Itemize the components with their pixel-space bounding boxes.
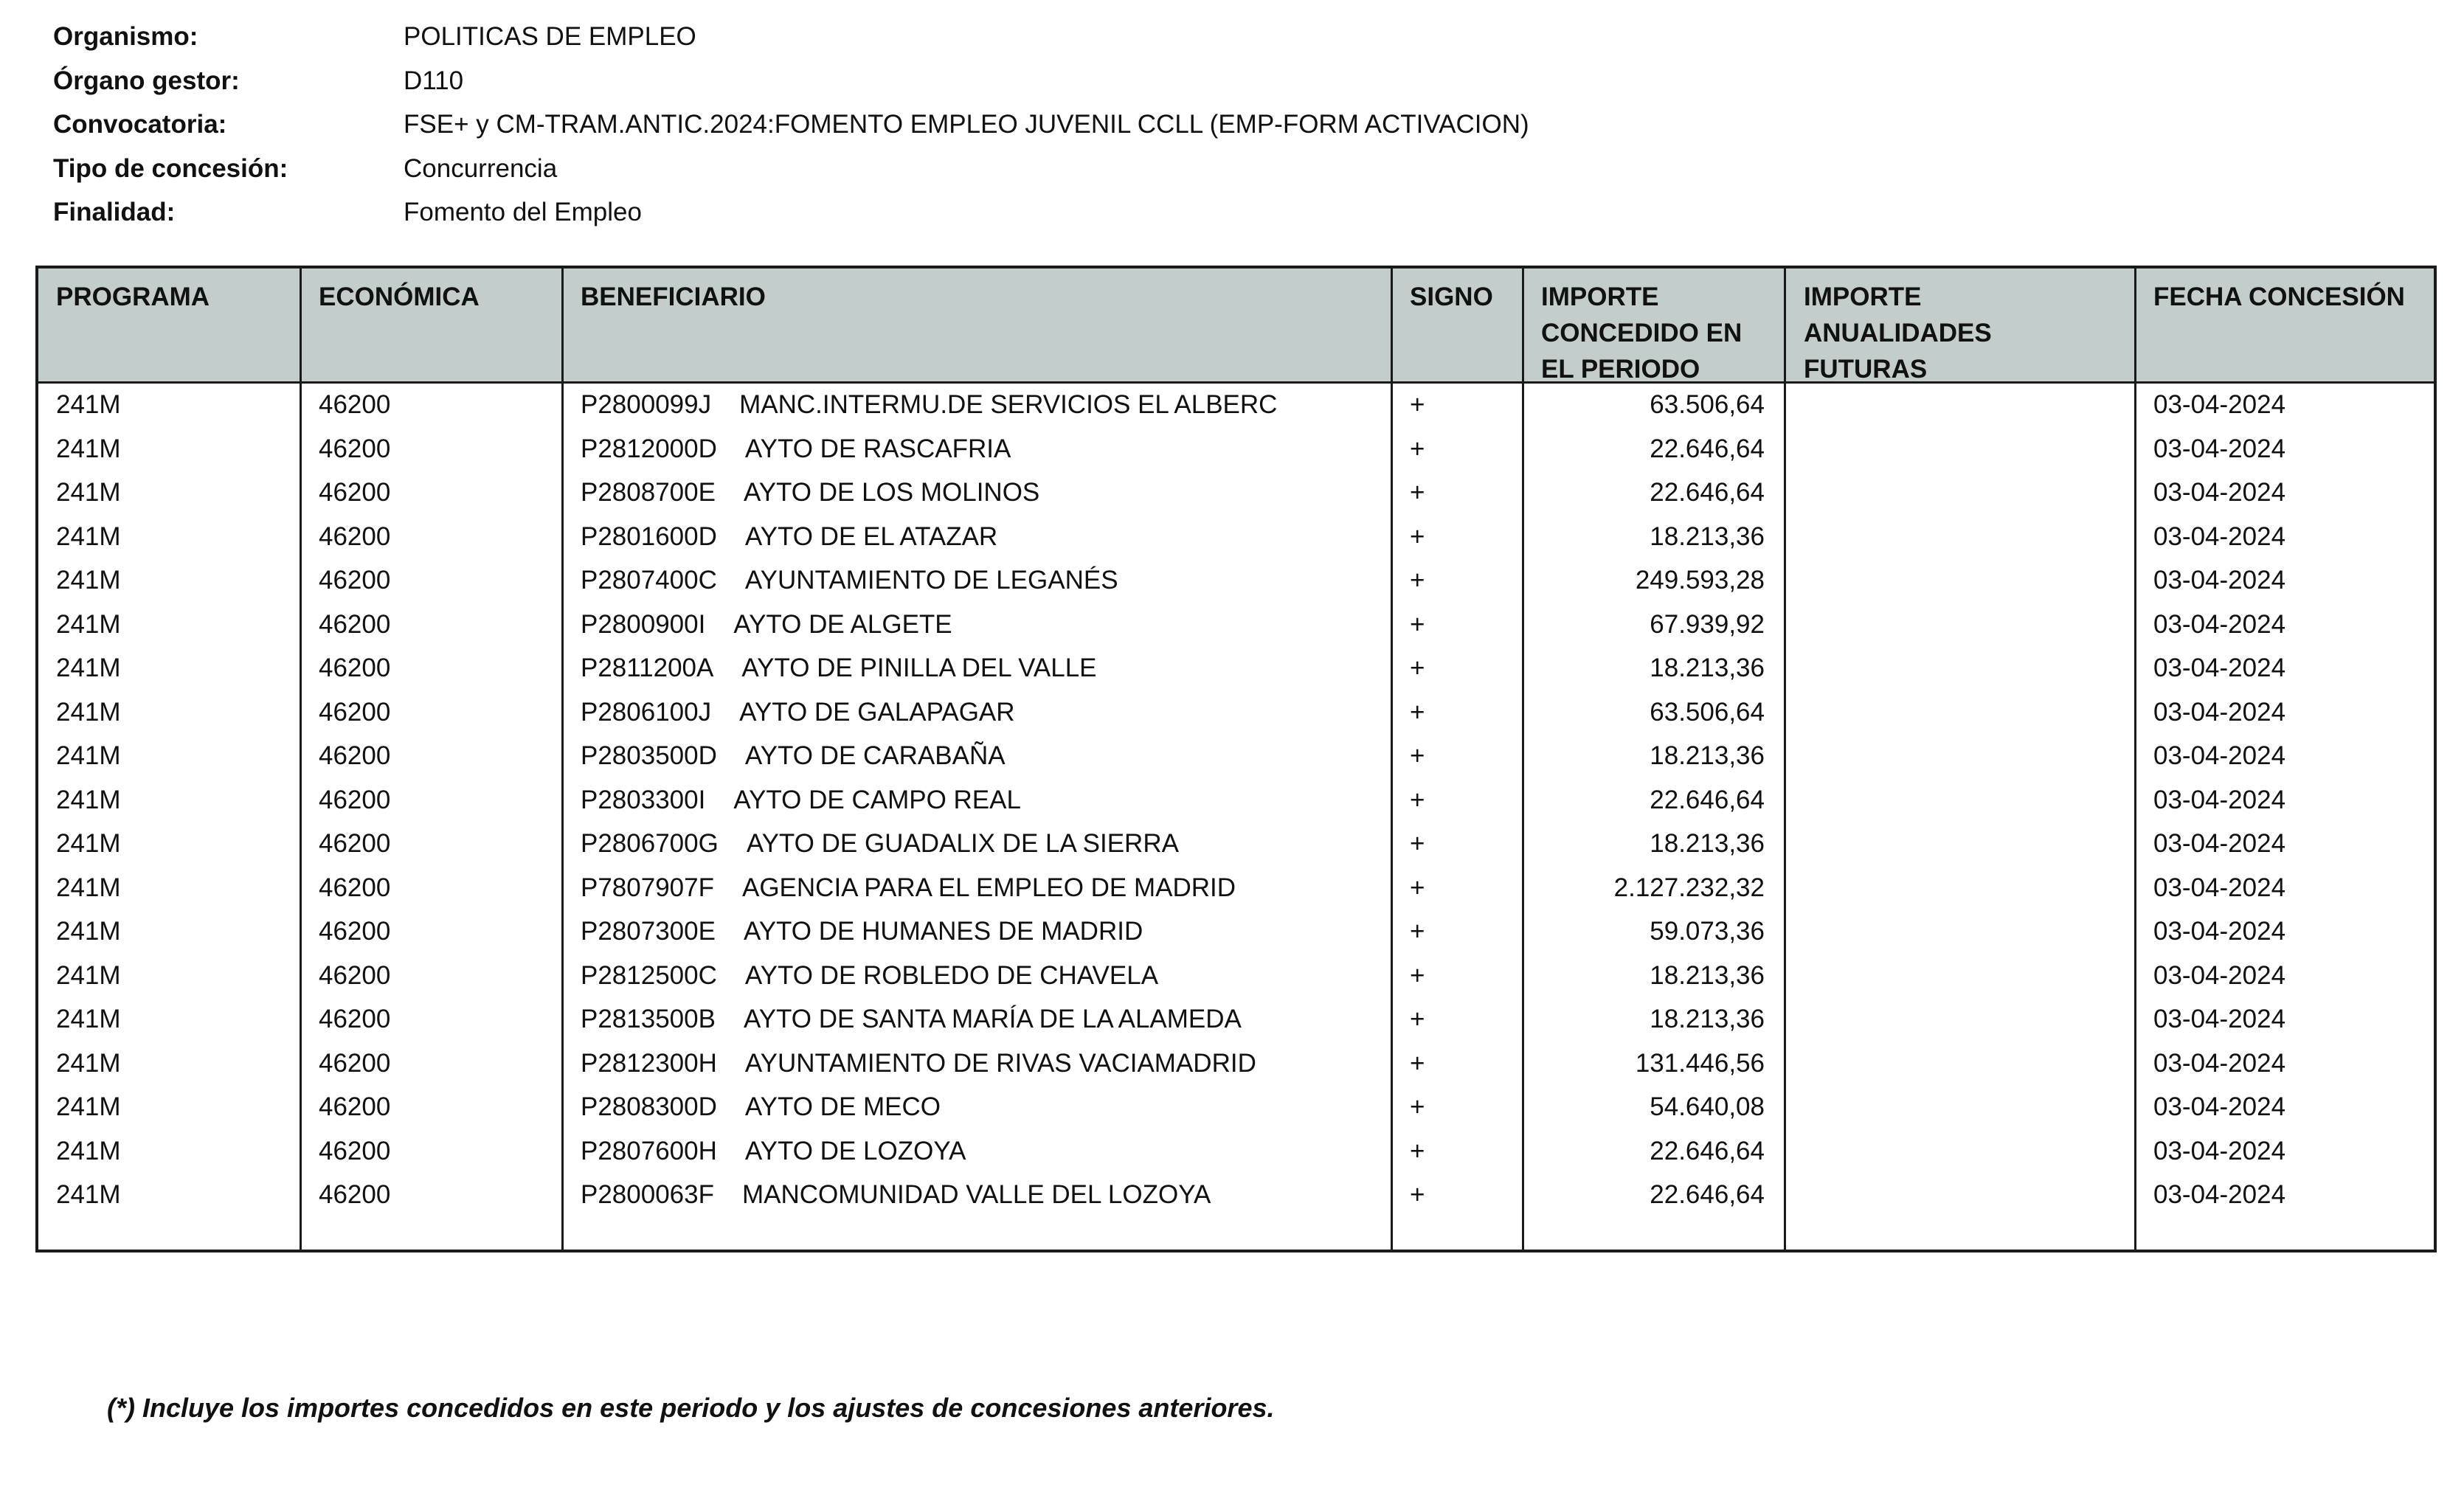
table-row: [38, 736, 2434, 780]
programa-cell: 241M: [56, 741, 121, 770]
table-row: [38, 385, 2434, 429]
table-row: [38, 1175, 2434, 1219]
importe-cell: 22.646,64: [1650, 1136, 1765, 1165]
economica-cell: 46200: [319, 478, 391, 507]
beneficiario-nif: P2801600D: [581, 522, 717, 551]
table-row: [38, 912, 2434, 956]
fecha-cell: 03-04-2024: [2153, 829, 2286, 858]
beneficiario-cell: [581, 824, 1179, 864]
signo-cell: +: [1410, 785, 1425, 814]
programa-cell: 241M: [56, 697, 121, 727]
signo-cell: +: [1410, 829, 1425, 858]
beneficiario-cell: [581, 868, 1236, 908]
beneficiario-nif: P2800063F: [581, 1180, 714, 1209]
header-economica: ECONÓMICA: [319, 283, 480, 311]
beneficiario-nif: P2803500D: [581, 741, 717, 770]
beneficiario-cell: [581, 1087, 941, 1127]
beneficiario-nombre: AYUNTAMIENTO DE RIVAS VACIAMADRID: [744, 1048, 1256, 1078]
header-line: IMPORTE: [1804, 283, 1922, 311]
beneficiario-cell: [581, 385, 1277, 425]
beneficiario-nif: P2808700E: [581, 478, 716, 507]
signo-cell: +: [1410, 478, 1425, 507]
programa-cell: 241M: [56, 1136, 121, 1165]
importe-cell: 18.213,36: [1650, 654, 1765, 682]
header-importe-futuras: [1804, 279, 1992, 387]
fecha-cell: 03-04-2024: [2153, 741, 2286, 770]
programa-cell: 241M: [56, 1092, 121, 1121]
economica-cell: 46200: [319, 522, 391, 551]
header-line: IMPORTE: [1541, 283, 1659, 311]
beneficiario-cell: [581, 517, 997, 557]
programa-cell: 241M: [56, 917, 121, 946]
beneficiario-nif: P2800099J: [581, 390, 712, 419]
signo-cell: +: [1410, 960, 1425, 990]
beneficiario-nombre: AYUNTAMIENTO DE LEGANÉS: [744, 566, 1118, 595]
meta-value: FSE+ y CM-TRAM.ANTIC.2024:FOMENTO EMPLEO JUVENIL CCLL (EMP-FORM ACTIVACION): [404, 110, 1529, 139]
beneficiario-nombre: AYTO DE ROBLEDO DE CHAVELA: [744, 960, 1159, 990]
meta-label: Convocatoria:: [53, 110, 227, 139]
header-line: ANUALIDADES: [1804, 319, 1992, 347]
programa-cell: 241M: [56, 566, 121, 595]
beneficiario-nif: P2813500B: [581, 1005, 716, 1033]
grants-table: [35, 266, 2437, 1252]
header-signo: SIGNO: [1410, 283, 1493, 311]
fecha-cell: 03-04-2024: [2153, 654, 2286, 682]
beneficiario-nif: P7807907F: [581, 873, 714, 902]
beneficiario-nombre: AYTO DE PINILLA DEL VALLE: [741, 654, 1097, 682]
economica-cell: 46200: [319, 917, 391, 946]
beneficiario-cell: [581, 1132, 966, 1171]
table-row: [38, 693, 2434, 737]
fecha-cell: 03-04-2024: [2153, 1005, 2286, 1033]
beneficiario-nif: P2806100J: [581, 697, 712, 727]
importe-cell: 18.213,36: [1650, 1005, 1765, 1033]
economica-cell: 46200: [319, 1048, 391, 1078]
meta-value: POLITICAS DE EMPLEO: [404, 22, 696, 51]
programa-cell: 241M: [56, 1048, 121, 1078]
meta-row-finalidad: [53, 192, 1529, 236]
economica-cell: 46200: [319, 654, 391, 682]
meta-label: Tipo de concesión:: [53, 153, 288, 183]
table-row: [38, 429, 2434, 474]
beneficiario-cell: [581, 693, 1015, 732]
importe-cell: 63.506,64: [1650, 390, 1765, 419]
signo-cell: +: [1410, 1092, 1425, 1121]
signo-cell: +: [1410, 917, 1425, 946]
beneficiario-nif: P2807300E: [581, 917, 716, 946]
signo-cell: +: [1410, 434, 1425, 463]
importe-cell: 2.127.232,32: [1613, 873, 1765, 902]
fecha-cell: 03-04-2024: [2153, 1048, 2286, 1078]
table-row: [38, 1044, 2434, 1088]
beneficiario-cell: [581, 912, 1143, 952]
table-row: [38, 956, 2434, 1000]
fecha-cell: 03-04-2024: [2153, 1180, 2286, 1209]
importe-cell: 22.646,64: [1650, 1180, 1765, 1209]
beneficiario-cell: [581, 561, 1118, 600]
beneficiario-nif: P2807400C: [581, 566, 717, 595]
beneficiario-nif: P2812300H: [581, 1048, 717, 1078]
beneficiario-nombre: AYTO DE GUADALIX DE LA SIERRA: [746, 829, 1179, 858]
importe-cell: 18.213,36: [1650, 522, 1765, 551]
beneficiario-nif: P2808300D: [581, 1092, 717, 1121]
programa-cell: 241M: [56, 434, 121, 463]
economica-cell: 46200: [319, 873, 391, 902]
programa-cell: 241M: [56, 829, 121, 858]
beneficiario-nif: P2811200A: [581, 654, 714, 682]
fecha-cell: 03-04-2024: [2153, 522, 2286, 551]
economica-cell: 46200: [319, 785, 391, 814]
economica-cell: 46200: [319, 1136, 391, 1165]
economica-cell: 46200: [319, 1180, 391, 1209]
meta-label: Organismo:: [53, 22, 198, 51]
table-row: [38, 517, 2434, 561]
beneficiario-nombre: AYTO DE CAMPO REAL: [733, 785, 1021, 814]
signo-cell: +: [1410, 1136, 1425, 1165]
beneficiario-nombre: AYTO DE SANTA MARÍA DE LA ALAMEDA: [743, 1005, 1242, 1033]
fecha-cell: 03-04-2024: [2153, 1136, 2286, 1165]
importe-cell: 249.593,28: [1635, 566, 1765, 595]
table-row: [38, 1132, 2434, 1176]
economica-cell: 46200: [319, 829, 391, 858]
fecha-cell: 03-04-2024: [2153, 566, 2286, 595]
beneficiario-nombre: AYTO DE RASCAFRIA: [744, 434, 1011, 463]
table-row: [38, 561, 2434, 605]
economica-cell: 46200: [319, 697, 391, 727]
beneficiario-cell: [581, 736, 1006, 776]
importe-cell: 18.213,36: [1650, 741, 1765, 770]
header-line: CONCEDIDO EN: [1541, 319, 1743, 347]
meta-row-organo-gestor: [53, 60, 1529, 105]
beneficiario-cell: [581, 1044, 1256, 1084]
fecha-cell: 03-04-2024: [2153, 609, 2286, 639]
economica-cell: 46200: [319, 434, 391, 463]
fecha-cell: 03-04-2024: [2153, 1092, 2286, 1121]
programa-cell: 241M: [56, 609, 121, 639]
table-row: [38, 473, 2434, 517]
signo-cell: +: [1410, 609, 1425, 639]
table-body: [38, 385, 2434, 1219]
beneficiario-nombre: AYTO DE LOZOYA: [744, 1136, 966, 1165]
economica-cell: 46200: [319, 1005, 391, 1033]
programa-cell: 241M: [56, 960, 121, 990]
beneficiario-nombre: AYTO DE EL ATAZAR: [744, 522, 998, 551]
importe-cell: 59.073,36: [1650, 917, 1765, 946]
importe-cell: 63.506,64: [1650, 697, 1765, 727]
table-header: [38, 268, 2434, 384]
programa-cell: 241M: [56, 478, 121, 507]
beneficiario-nombre: MANCOMUNIDAD VALLE DEL LOZOYA: [741, 1180, 1211, 1209]
fecha-cell: 03-04-2024: [2153, 785, 2286, 814]
signo-cell: +: [1410, 566, 1425, 595]
fecha-cell: 03-04-2024: [2153, 960, 2286, 990]
footnote: (*) Incluye los importes concedidos en este periodo y los ajustes de concesiones anteriores.: [107, 1393, 1275, 1423]
table-row: [38, 648, 2434, 693]
beneficiario-nombre: AYTO DE GALAPAGAR: [739, 697, 1015, 727]
programa-cell: 241M: [56, 1005, 121, 1033]
meta-row-convocatoria: [53, 104, 1529, 148]
meta-value: Fomento del Empleo: [404, 198, 642, 226]
importe-cell: 18.213,36: [1650, 960, 1765, 990]
signo-cell: +: [1410, 697, 1425, 727]
beneficiario-nif: P2806700G: [581, 829, 719, 858]
table-row: [38, 824, 2434, 868]
beneficiario-cell: [581, 956, 1158, 996]
header-line: EL PERIODO: [1541, 355, 1700, 384]
fecha-cell: 03-04-2024: [2153, 434, 2286, 463]
header-programa: PROGRAMA: [56, 283, 210, 311]
beneficiario-cell: [581, 999, 1242, 1039]
table-row: [38, 605, 2434, 649]
importe-cell: 131.446,56: [1635, 1048, 1765, 1078]
beneficiario-nombre: AGENCIA PARA EL EMPLEO DE MADRID: [741, 873, 1236, 902]
signo-cell: +: [1410, 522, 1425, 551]
importe-cell: 22.646,64: [1650, 478, 1765, 507]
fecha-cell: 03-04-2024: [2153, 917, 2286, 946]
meta-row-organismo: [53, 16, 1529, 60]
programa-cell: 241M: [56, 522, 121, 551]
beneficiario-cell: [581, 1175, 1211, 1215]
meta-row-tipo-concesion: [53, 148, 1529, 193]
meta-value: Concurrencia: [404, 153, 558, 183]
programa-cell: 241M: [56, 1180, 121, 1209]
programa-cell: 241M: [56, 654, 121, 682]
beneficiario-nombre: AYTO DE HUMANES DE MADRID: [743, 917, 1143, 946]
signo-cell: +: [1410, 873, 1425, 902]
meta-value: D110: [404, 66, 464, 95]
economica-cell: 46200: [319, 566, 391, 595]
header-fecha-concesion: FECHA CONCESIÓN: [2153, 283, 2405, 311]
signo-cell: +: [1410, 1048, 1425, 1078]
beneficiario-nif: P2803300I: [581, 785, 706, 814]
importe-cell: 22.646,64: [1650, 785, 1765, 814]
economica-cell: 46200: [319, 741, 391, 770]
beneficiario-nombre: AYTO DE CARABAÑA: [744, 741, 1006, 770]
table-row: [38, 780, 2434, 825]
meta-label: Finalidad:: [53, 198, 176, 226]
signo-cell: +: [1410, 1180, 1425, 1209]
header-importe-concedido: [1541, 279, 1742, 387]
beneficiario-nombre: AYTO DE LOS MOLINOS: [743, 478, 1040, 507]
beneficiario-cell: [581, 429, 1011, 469]
economica-cell: 46200: [319, 390, 391, 419]
meta-label: Órgano gestor:: [53, 66, 240, 95]
beneficiario-nombre: AYTO DE MECO: [744, 1092, 941, 1121]
beneficiario-cell: [581, 605, 952, 645]
beneficiario-nif: P2807600H: [581, 1136, 717, 1165]
beneficiario-nombre: AYTO DE ALGETE: [733, 609, 952, 639]
signo-cell: +: [1410, 741, 1425, 770]
importe-cell: 54.640,08: [1650, 1092, 1765, 1121]
programa-cell: 241M: [56, 390, 121, 419]
programa-cell: 241M: [56, 873, 121, 902]
fecha-cell: 03-04-2024: [2153, 697, 2286, 727]
beneficiario-nif: P2800900I: [581, 609, 706, 639]
programa-cell: 241M: [56, 785, 121, 814]
document-metadata: [53, 16, 1529, 236]
importe-cell: 67.939,92: [1650, 609, 1765, 639]
beneficiario-nif: P2812000D: [581, 434, 717, 463]
economica-cell: 46200: [319, 609, 391, 639]
table-row: [38, 1087, 2434, 1132]
beneficiario-nombre: MANC.INTERMU.DE SERVICIOS EL ALBERC: [739, 390, 1278, 419]
header-line: FUTURAS: [1804, 355, 1928, 384]
beneficiario-cell: [581, 473, 1039, 513]
table-row: [38, 999, 2434, 1044]
beneficiario-cell: [581, 780, 1021, 820]
fecha-cell: 03-04-2024: [2153, 873, 2286, 902]
importe-cell: 18.213,36: [1650, 829, 1765, 858]
table-row: [38, 868, 2434, 912]
economica-cell: 46200: [319, 960, 391, 990]
header-beneficiario: BENEFICIARIO: [581, 283, 766, 311]
economica-cell: 46200: [319, 1092, 391, 1121]
signo-cell: +: [1410, 1005, 1425, 1033]
beneficiario-cell: [581, 648, 1097, 688]
fecha-cell: 03-04-2024: [2153, 390, 2286, 419]
importe-cell: 22.646,64: [1650, 434, 1765, 463]
beneficiario-nif: P2812500C: [581, 960, 717, 990]
fecha-cell: 03-04-2024: [2153, 478, 2286, 507]
signo-cell: +: [1410, 390, 1425, 419]
signo-cell: +: [1410, 654, 1425, 682]
